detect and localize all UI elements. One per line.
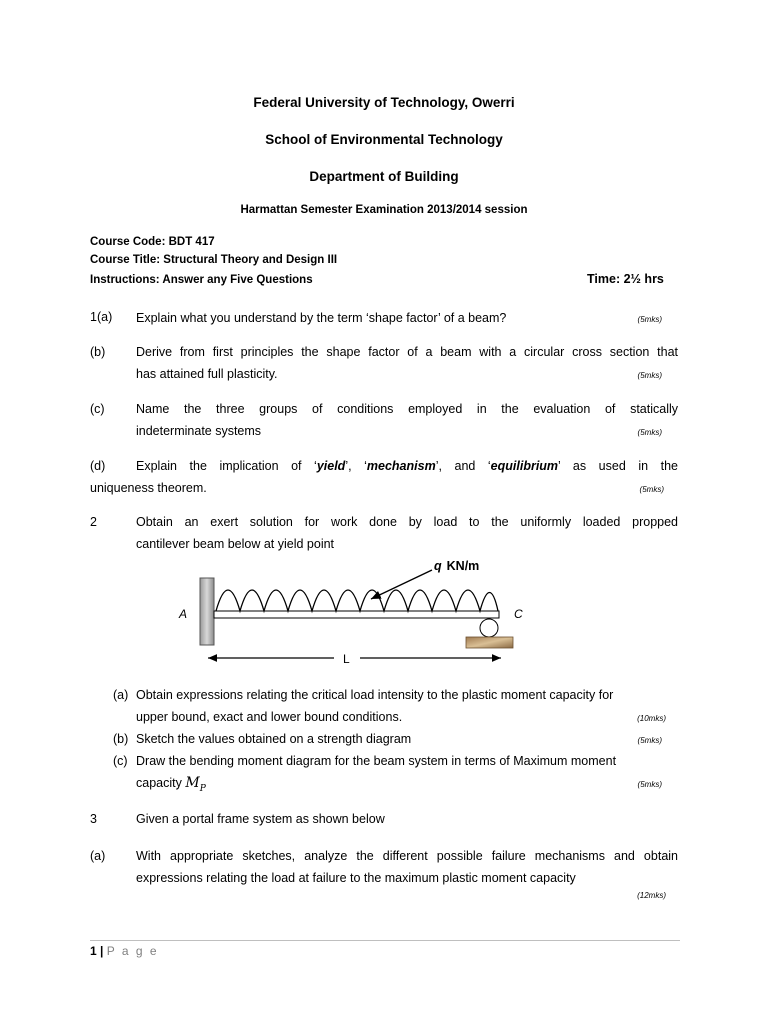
load-label: q KN/m	[434, 559, 480, 573]
department-title: Department of Building	[309, 169, 459, 184]
exam-title: Harmattan Semester Examination 2013/2014 session	[240, 204, 528, 216]
q3-number: 3	[90, 812, 97, 826]
q3a-line2: expressions relating the load at failure to the maximum plastic moment capacity	[136, 871, 576, 885]
q1a-text: Explain what you understand by the term ‘shape factor’ of a beam?	[136, 311, 507, 325]
course-title: Course Title: Structural Theory and Design III	[90, 254, 338, 266]
q1b-line2: has attained full plasticity.	[136, 367, 278, 381]
roller-ground	[466, 637, 513, 648]
q2-line1: Obtain an exert solution for work done by load to the uniformly loaded propped	[136, 515, 678, 529]
q2c-capacity-word: capacity	[136, 776, 182, 790]
q1d-mid2: ’, and ‘	[435, 459, 491, 473]
school-title: School of Environmental Technology	[265, 132, 503, 147]
page-separator: |	[96, 944, 107, 958]
q2-line2: cantilever beam below at yield point	[136, 537, 335, 551]
label-a: A	[179, 607, 188, 621]
course-code: Course Code: BDT 417	[90, 236, 215, 248]
q2a-text	[136, 684, 678, 728]
exam-time: Time: 2½ hrs	[587, 272, 664, 286]
q3a-marks: (12mks)	[637, 891, 666, 900]
q2-text	[136, 511, 678, 555]
q1c-number: (c)	[90, 402, 105, 416]
roller-support	[480, 619, 498, 637]
q1b-text	[136, 341, 678, 385]
mp-symbol: $M_P$	[185, 775, 206, 794]
q2b-label: (b)	[113, 732, 129, 746]
q2a-line1: Obtain expressions relating the critical load intensity to the plastic moment capacity for	[136, 688, 614, 702]
q1b-line1: Derive from first principles the shape factor of a beam with a circular cross section that	[136, 345, 678, 359]
q2-number: 2	[90, 515, 97, 529]
q1a-number: 1(a)	[90, 310, 113, 324]
q1c-line1: Name the three groups of conditions employed in the evaluation of statically	[136, 402, 678, 416]
q1b-number: (b)	[90, 345, 106, 359]
q2c-line1: Draw the bending moment diagram for the beam system in terms of Maximum moment	[136, 754, 617, 768]
udl-load-arcs	[216, 590, 498, 611]
instructions: Instructions: Answer any Five Questions	[90, 274, 313, 286]
term-yield: yield	[316, 459, 346, 473]
footer-divider	[90, 940, 680, 941]
q2a-marks: (10mks)	[637, 714, 666, 723]
q2b-marks: (5mks)	[637, 736, 662, 745]
q1d-line2: uniqueness theorem.	[90, 481, 207, 495]
q1d-pre: Explain the implication of ‘	[136, 459, 317, 473]
q1d-marks: (5mks)	[639, 485, 664, 494]
q1c-line2: indeterminate systems	[136, 424, 262, 438]
q2c-line2	[136, 772, 678, 800]
q3a-number: (a)	[90, 849, 106, 863]
page-number: 1	[90, 944, 97, 958]
q1b-marks: (5mks)	[637, 371, 662, 380]
q3a-text	[136, 845, 678, 889]
label-l: L	[343, 652, 350, 666]
q2c-text	[136, 750, 678, 800]
propped-cantilever-diagram	[170, 552, 530, 670]
q3-text: Given a portal frame system as shown below	[136, 812, 385, 826]
q2c-marks: (5mks)	[637, 780, 662, 789]
q2a-line2: upper bound, exact and lower bound conditions.	[136, 710, 403, 724]
fixed-support-wall	[200, 578, 214, 645]
q1d-line1	[136, 455, 678, 477]
q3a-line1: With appropriate sketches, analyze the different possible failure mechanisms and obtain	[136, 849, 678, 863]
q1c-marks: (5mks)	[637, 428, 662, 437]
q2a-label: (a)	[113, 688, 129, 702]
term-mechanism: mechanism	[366, 459, 436, 473]
label-c: C	[514, 607, 523, 621]
q2b-text: Sketch the values obtained on a strength diagram	[136, 732, 412, 746]
q2c-label: (c)	[113, 754, 128, 768]
page-footer	[90, 944, 159, 958]
page-word: P a g e	[106, 944, 159, 958]
q1d-number: (d)	[90, 459, 106, 473]
q1d-mid1: ’, ‘	[345, 459, 367, 473]
q1c-text	[136, 398, 678, 442]
university-title: Federal University of Technology, Owerri	[253, 95, 515, 110]
q1d-post: ’ as used in the	[558, 459, 678, 473]
q1a-marks: (5mks)	[637, 315, 662, 324]
term-equilibrium: equilibrium	[490, 459, 559, 473]
